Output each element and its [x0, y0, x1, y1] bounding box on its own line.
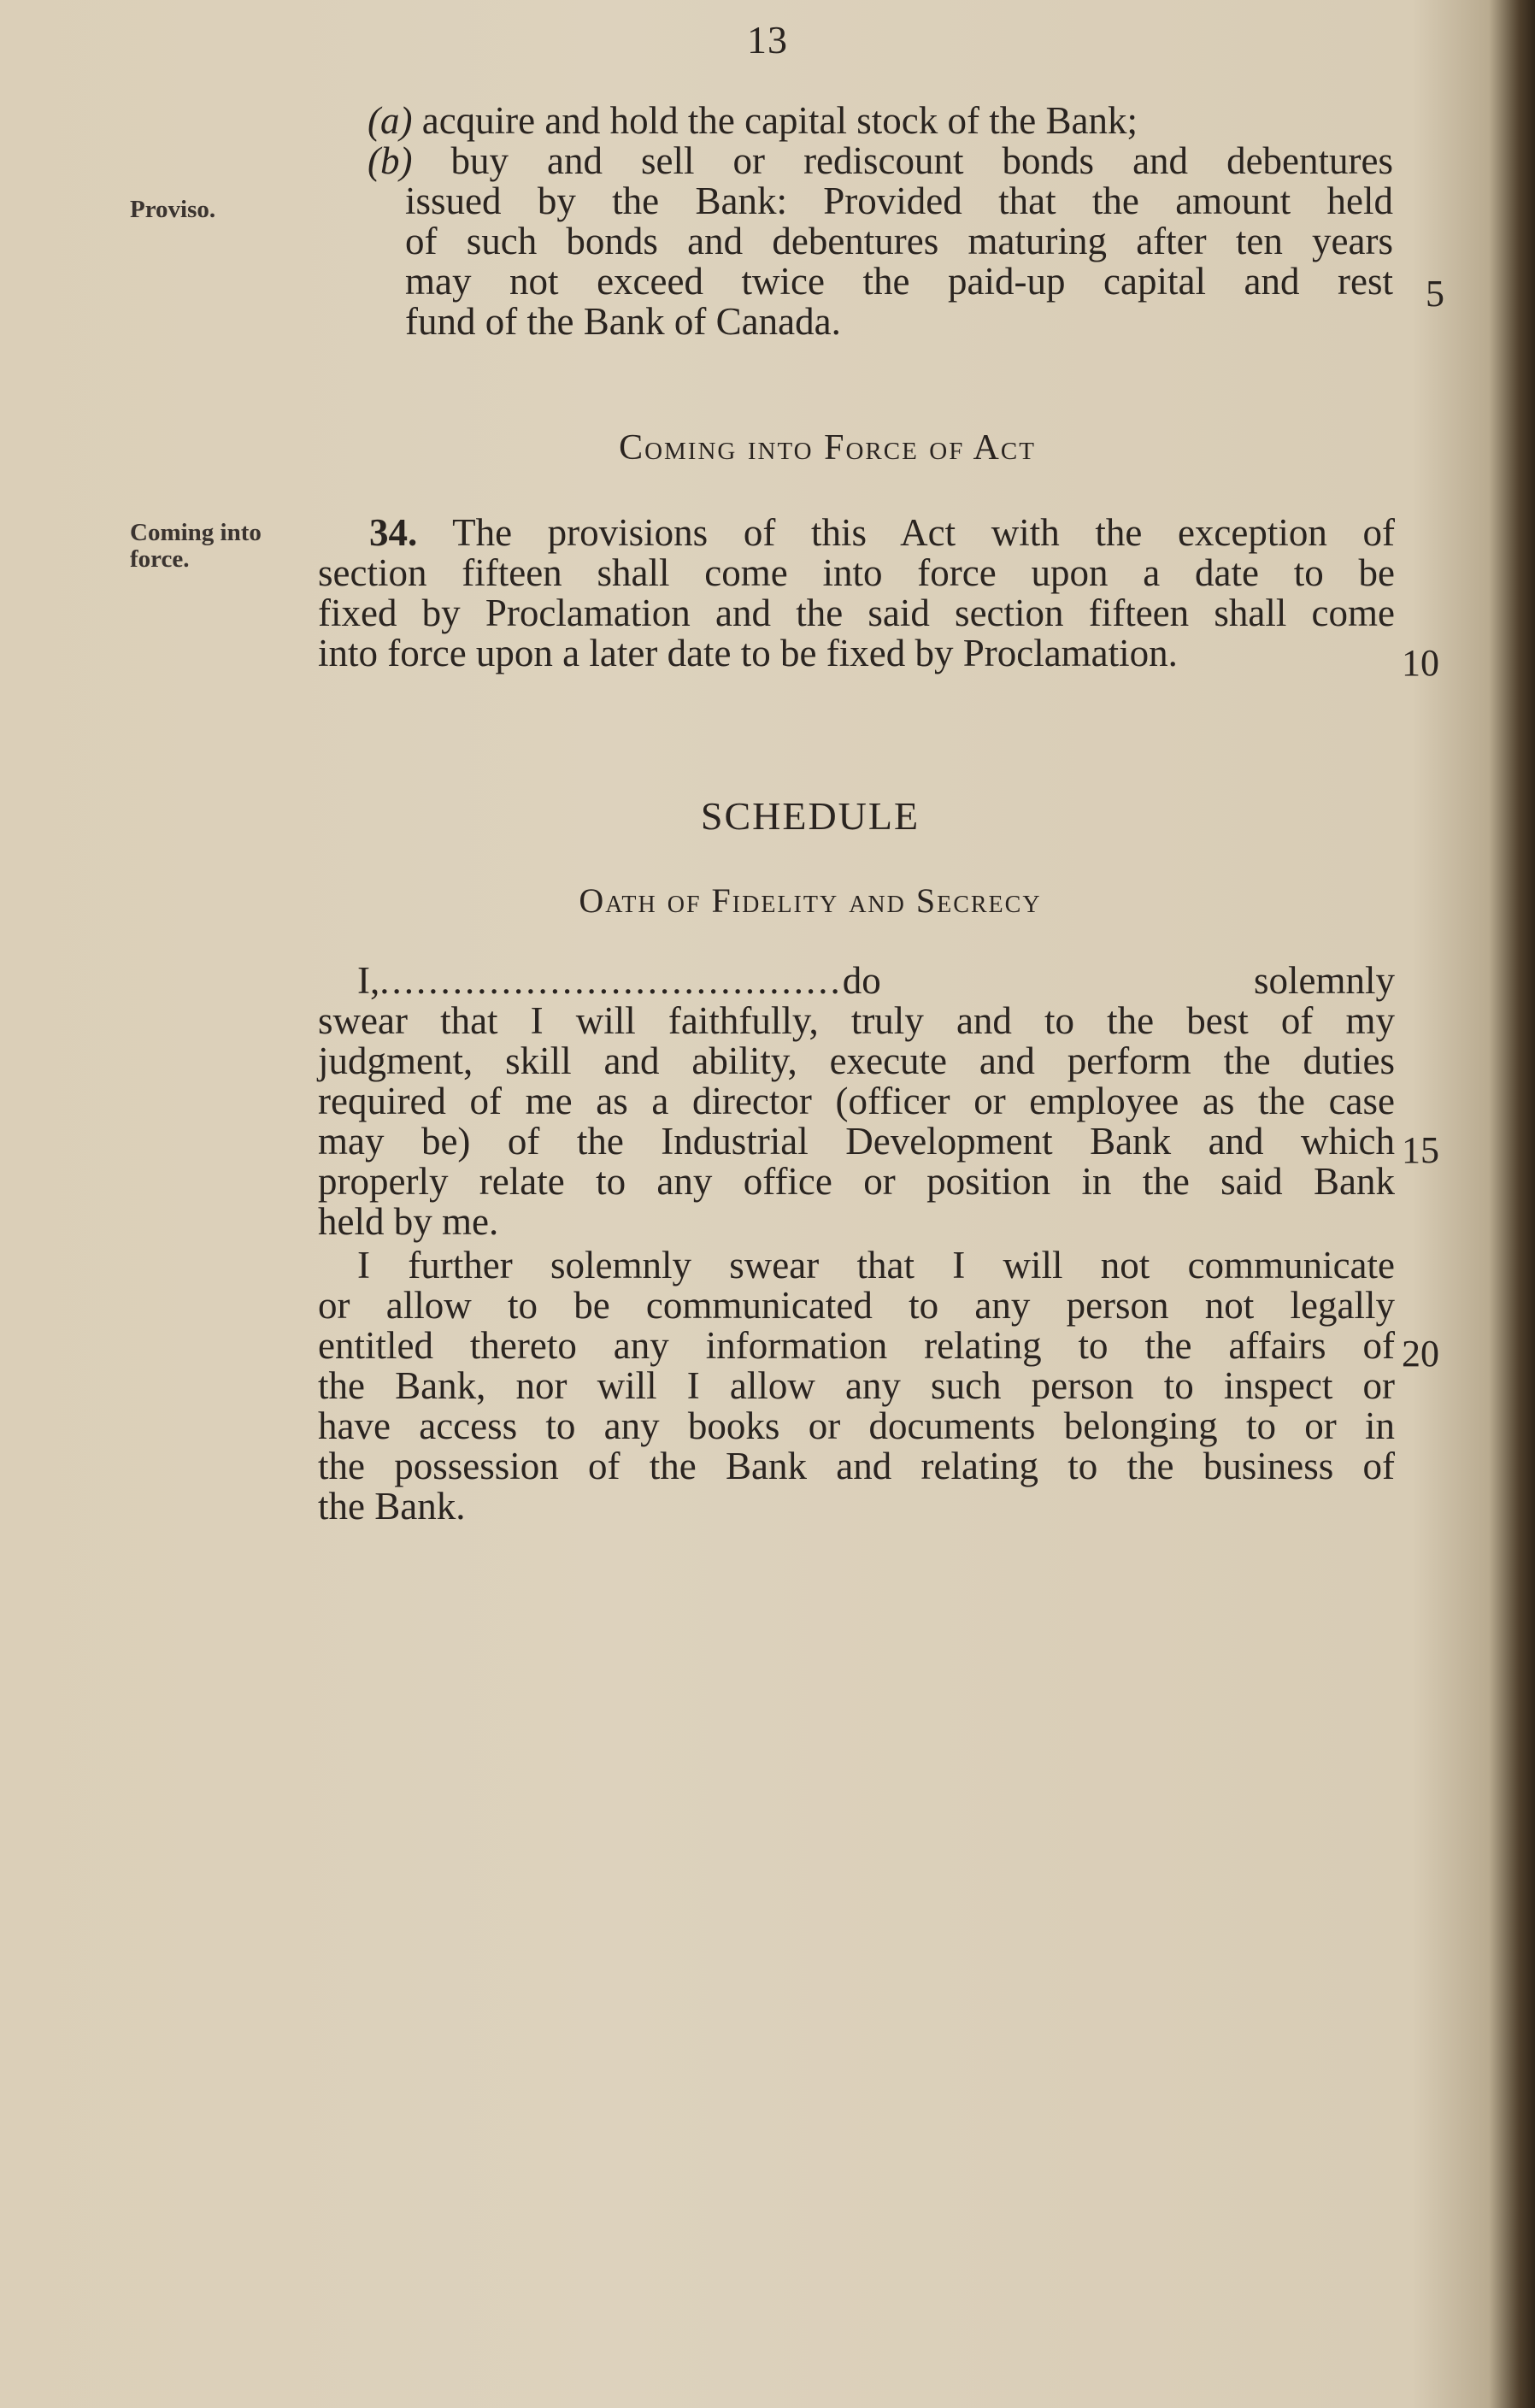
margin-note-proviso: Proviso.: [130, 196, 216, 223]
oath-end: do solemnly: [842, 959, 1395, 1002]
oath-line: held by me.: [318, 1200, 499, 1243]
oath-line: may be) of the Industrial Development Bank and which: [318, 1120, 1395, 1163]
line-number: 5: [1426, 273, 1444, 315]
clause-b-line: may not exceed twice the paid-up capital and rest: [405, 260, 1393, 303]
oath-line: the Bank.: [318, 1485, 466, 1528]
margin-note-coming-into-force: [130, 520, 262, 573]
oath-paragraph-1: [318, 961, 1395, 1242]
clause-b-line: of such bonds and debentures maturing after ten years: [405, 220, 1393, 262]
clause-b-line: issued by the Bank: Provided that the amount held: [405, 180, 1393, 222]
line-number: 10: [1402, 642, 1439, 684]
clause-a-text: acquire and hold the capital stock of the Bank;: [421, 99, 1138, 142]
clause-b-continuation: [405, 181, 1393, 342]
clause-b-line: fund of the Bank of Canada.: [405, 300, 841, 343]
oath-line: have access to any books or documents belonging to or in: [318, 1404, 1395, 1447]
line-number: 15: [1402, 1129, 1439, 1171]
section-34-text: The provisions of this Act with the exception of: [452, 511, 1396, 554]
oath-line: properly relate to any office or position in the said Bank: [318, 1160, 1395, 1203]
oath-line: or allow to be communicated to any person not legally: [318, 1284, 1395, 1327]
margin-note-line: Coming into: [130, 519, 262, 546]
oath-paragraph-2: [318, 1245, 1395, 1527]
line-number: 20: [1402, 1333, 1439, 1375]
oath-start: I,: [357, 959, 380, 1002]
oath-line: swear that I will faithfully, truly and to the best of my: [318, 999, 1395, 1042]
section-34-line: into force upon a later date to be fixed by Proclamation.: [318, 632, 1178, 674]
oath-line: judgment, skill and ability, execute and perform the duties: [318, 1039, 1395, 1082]
oath-blank-dots: ......................................: [379, 959, 843, 1002]
oath-line: I further solemnly swear that I will not communicate: [357, 1244, 1395, 1286]
section-34-line: [318, 513, 1395, 553]
margin-note-line: force.: [130, 545, 190, 573]
section-34-line: section fifteen shall come into force upon a date to be: [318, 551, 1395, 594]
oath-line: the Bank, nor will I allow any such person to inspect or: [318, 1364, 1395, 1407]
clause-a: [368, 101, 1393, 141]
oath-line: required of me as a director (officer or employee as the case: [318, 1080, 1395, 1122]
oath-heading: Oath of Fidelity and Secrecy: [579, 881, 1042, 920]
clause-b: [368, 141, 1393, 181]
section-number: 34.: [369, 511, 418, 554]
section-34: [318, 513, 1395, 674]
oath-line: [318, 961, 1395, 1001]
section-heading: Coming into Force of Act: [619, 428, 1036, 468]
clause-block: [368, 101, 1393, 181]
section-34-line: fixed by Proclamation and the said section fifteen shall come: [318, 592, 1395, 634]
page-number: 13: [747, 18, 788, 62]
clause-b-label: (b): [368, 139, 413, 182]
clause-b-line: buy and sell or rediscount bonds and debentures: [450, 139, 1393, 182]
oath-line: entitled thereto any information relating to the affairs of: [318, 1324, 1395, 1367]
schedule-title: SCHEDULE: [700, 794, 920, 838]
clause-a-label: (a): [368, 99, 413, 142]
oath-line: the possession of the Bank and relating to the business of: [318, 1445, 1395, 1487]
